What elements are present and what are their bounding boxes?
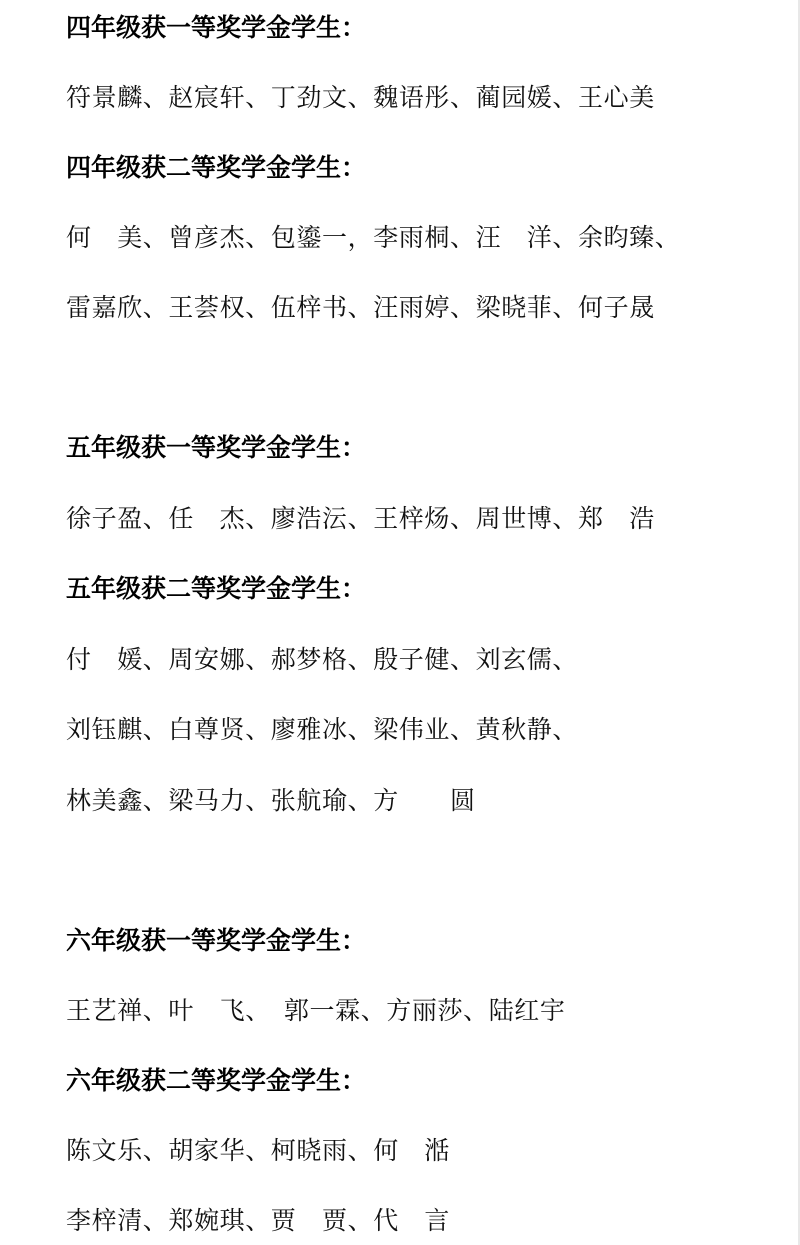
name-line: 王艺禅、叶 飞、 郭一霖、方丽莎、陆红宇 xyxy=(66,996,566,1025)
name-line: 李梓清、郑婉琪、贾 贾、代 言 xyxy=(66,1206,451,1235)
section-heading-grade6-second: 六年级获二等奖学金学生： xyxy=(66,1066,367,1095)
section-heading-grade4-first: 四年级获一等奖学金学生： xyxy=(66,13,367,42)
name-line: 刘钰麒、白尊贤、廖雅冰、梁伟业、黄秋静、 xyxy=(66,715,579,744)
name-line: 雷嘉欣、王荟权、伍梓书、汪雨婷、梁晓菲、何子晟 xyxy=(66,293,655,322)
section-heading-grade6-first: 六年级获一等奖学金学生： xyxy=(66,926,367,955)
section-heading-grade5-first: 五年级获一等奖学金学生： xyxy=(66,433,367,462)
name-line: 陈文乐、胡家华、柯晓雨、何 湉 xyxy=(66,1136,451,1165)
name-line: 徐子盈、任 杰、廖浩沄、王梓炀、周世博、郑 浩 xyxy=(66,504,655,533)
name-line: 何 美、曾彦杰、包鎏一，李雨桐、汪 洋、余昀臻、 xyxy=(66,223,681,252)
section-heading-grade5-second: 五年级获二等奖学金学生： xyxy=(66,574,367,603)
name-line: 符景麟、赵宸轩、丁劲文、魏语彤、蔺园媛、王心美 xyxy=(66,83,655,112)
name-line: 付 媛、周安娜、郝梦格、殷子健、刘玄儒、 xyxy=(66,645,579,674)
section-heading-grade4-second: 四年级获二等奖学金学生： xyxy=(66,153,367,182)
name-line: 林美鑫、梁马力、张航瑜、方 圆 xyxy=(66,786,476,815)
